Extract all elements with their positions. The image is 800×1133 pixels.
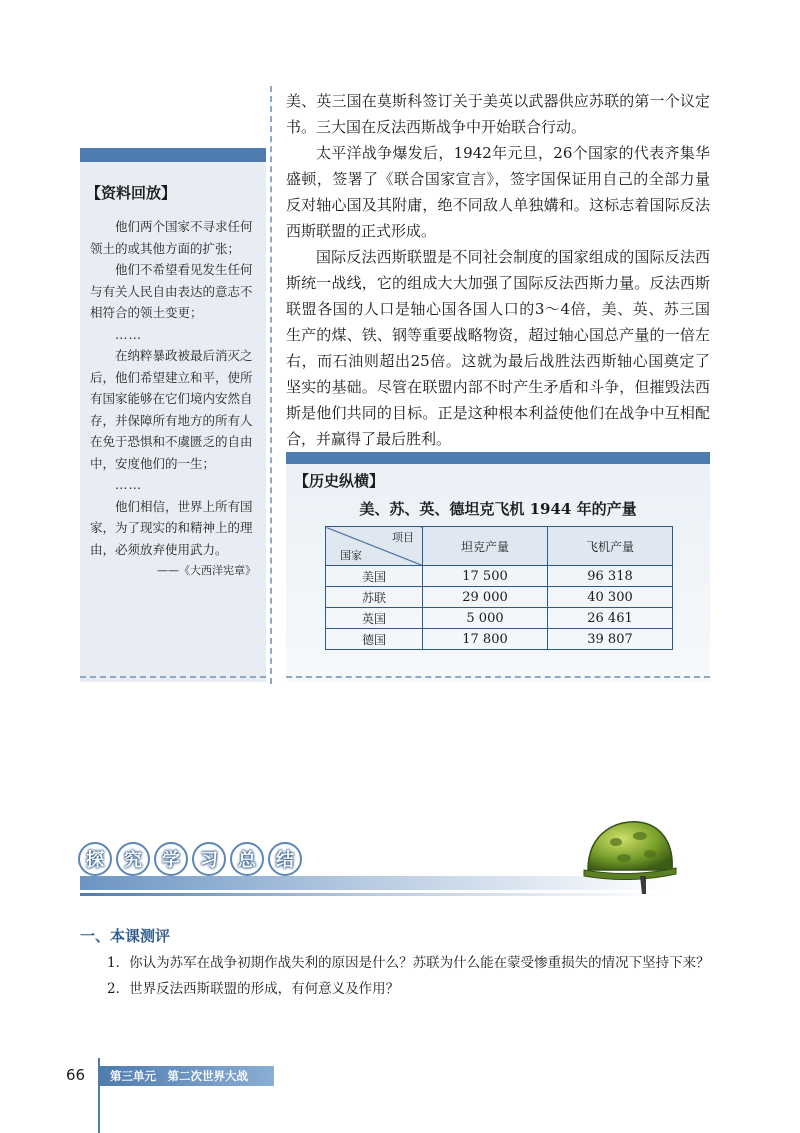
section-title: 一、本课测评 [80, 927, 171, 945]
page-number: 66 [66, 1066, 86, 1084]
table-corner-cell [326, 527, 423, 566]
tank-cell: 29 000 [423, 587, 548, 608]
plane-cell: 40 300 [548, 587, 673, 608]
history-title: 【历史纵横】 [294, 472, 385, 490]
sidebar-quote [90, 216, 256, 582]
body-paragraph: 美、英三国在莫斯科签订关于美英以武器供应苏联的第一个议定书。三大国在反法西斯战争中开始联合行动。 [286, 92, 710, 136]
tank-cell: 5 000 [423, 608, 548, 629]
quote-ellipsis: …… [115, 326, 142, 342]
quote-paragraph: 他们不希望看见发生任何与有关人民自由表达的意志不相符合的领土变更； [90, 262, 253, 320]
sidebar-title: 【资料回放】 [86, 184, 177, 202]
table-title: 美、苏、英、德坦克飞机 1944 年的产量 [359, 500, 637, 518]
col-plane-header: 飞机产量 [548, 527, 673, 566]
banner-char: 习 [192, 842, 226, 876]
table-row [326, 608, 673, 629]
production-table [325, 526, 673, 650]
table-row [326, 566, 673, 587]
quote-paragraph: 在纳粹暴政被最后消灭之后，他们希望建立和平，使所有国家能够在它们境内安然自存，并保障所有地方的所有人在免于恐惧和不虞匮乏的自由中，安度他们的一生； [90, 348, 253, 471]
question-item: 1．你认为苏军在战争初期作战失利的原因是什么？苏联为什么能在蒙受惨重损失的情况下坚持下来？ [107, 955, 710, 971]
question-list [80, 950, 710, 1002]
sidebar-divider [80, 676, 266, 678]
corner-top-label: 项目 [392, 531, 414, 544]
country-cell: 美国 [326, 566, 423, 587]
column-divider [270, 86, 272, 684]
helmet-icon [580, 812, 680, 896]
table-row [326, 629, 673, 650]
country-cell: 英国 [326, 608, 423, 629]
unit-label: 第三单元 第二次世界大战 [100, 1066, 274, 1086]
quote-paragraph: 他们相信，世界上所有国家，为了现实的和精神上的理由，必须放弃使用武力。 [90, 498, 253, 557]
corner-bottom-label: 国家 [340, 549, 362, 562]
summary-banner [78, 842, 302, 876]
banner-char: 探 [78, 842, 112, 876]
banner-char: 总 [230, 842, 264, 876]
country-cell: 德国 [326, 629, 423, 650]
country-cell: 苏联 [326, 587, 423, 608]
history-divider [286, 676, 710, 678]
table-row [326, 587, 673, 608]
banner-char: 学 [154, 842, 188, 876]
question-item: 2．世界反法西斯联盟的形成，有何意义及作用？ [107, 981, 400, 997]
banner-char: 究 [116, 842, 150, 876]
quote-source: ——《大西洋宪章》 [157, 564, 256, 577]
body-paragraph: 国际反法西斯联盟是不同社会制度的国家组成的国际反法西斯统一战线，它的组成大大加强了国际反法西斯力量。反法西斯联盟各国的人口是轴心国各国人口的3～4倍，美、英、苏三国生产的煤、铁、钢等重要战略物资，超过轴心国总产量的一倍左右，而石油则超出25倍。这就为最后战胜法西斯轴心国奠定了坚实的基础。尽管在联盟内部不时产生矛盾和斗争，但摧毁法西斯是他们共同的目标。正是这种根本利益使他们在战争中互相配合，并赢得了最后胜利。 [286, 248, 710, 448]
main-text [286, 88, 710, 452]
table-header-row [326, 527, 673, 566]
quote-ellipsis: …… [115, 477, 142, 492]
banner-char: 结 [268, 842, 302, 876]
tank-cell: 17 800 [423, 629, 548, 650]
body-paragraph: 太平洋战争爆发后，1942年元旦，26个国家的代表齐集华盛顿，签署了《联合国家宣言》，签字国保证用自己的全部力量反对轴心国及其附庸，绝不同敌人单独媾和。这标志着国际反法西斯联盟的正式形成。 [286, 144, 710, 240]
plane-cell: 39 807 [548, 629, 673, 650]
tank-cell: 17 500 [423, 566, 548, 587]
plane-cell: 96 318 [548, 566, 673, 587]
col-tank-header: 坦克产量 [423, 527, 548, 566]
quote-paragraph: 他们两个国家不寻求任何领土的或其他方面的扩张； [90, 219, 253, 256]
plane-cell: 26 461 [548, 608, 673, 629]
